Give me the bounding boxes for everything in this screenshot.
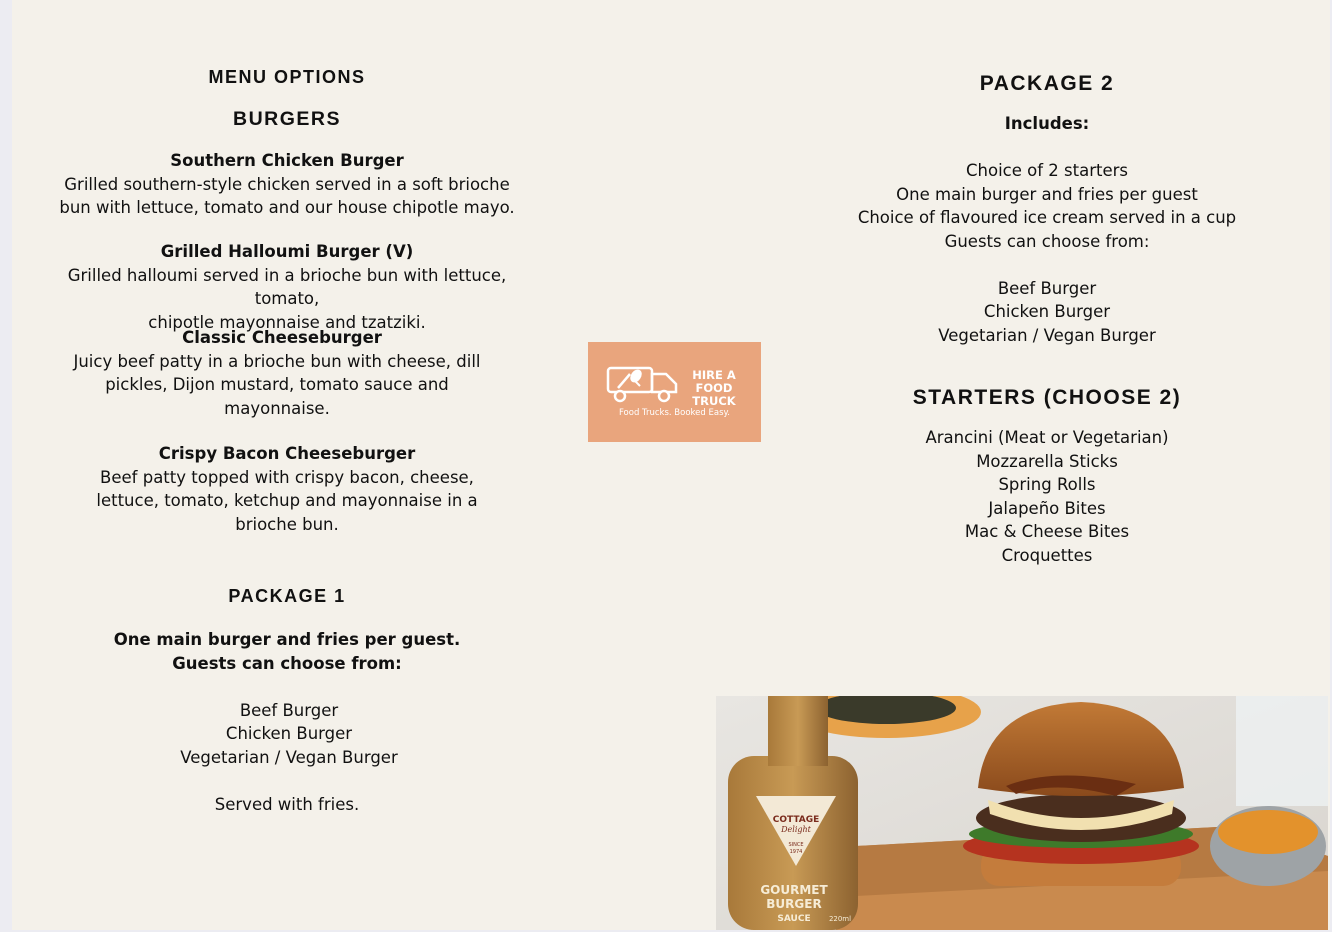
logo-name-line: FOOD xyxy=(695,381,733,395)
menu-item-desc: Grilled southern-style chicken served in a soft brioche xyxy=(64,174,510,194)
logo-name xyxy=(684,369,744,408)
bottle-since: SINCE xyxy=(788,842,804,848)
bottle-brand: COTTAGE xyxy=(772,815,820,825)
bottle-size: 220ml xyxy=(828,915,852,923)
menu-item-desc: Juicy beef patty in a brioche bun with cheese, dill xyxy=(73,351,481,371)
menu-item-desc: mayonnaise. xyxy=(224,398,330,418)
package2-line: Choice of flavoured ice cream served in a cup xyxy=(857,208,1237,227)
burger-and-sauce-illustration xyxy=(716,696,1328,930)
bottle-label: GOURMET xyxy=(760,883,828,897)
starters-heading: STARTERS (CHOOSE 2) xyxy=(912,386,1182,409)
package2-heading: PACKAGE 2 xyxy=(979,72,1115,95)
package1-intro: Guests can choose from: xyxy=(172,653,402,673)
food-truck-icon xyxy=(606,360,686,406)
bottle-brand: Delight xyxy=(781,825,811,834)
starter-item: Spring Rolls xyxy=(998,475,1096,494)
menu-item-desc: chipotle mayonnaise and tzatziki. xyxy=(148,312,426,332)
menu-item-desc: brioche bun. xyxy=(235,514,339,534)
package1-heading: PACKAGE 1 xyxy=(228,586,346,606)
package2-line: Guests can choose from: xyxy=(944,231,1150,251)
starter-item: Croquettes xyxy=(1001,545,1093,565)
menu-item-desc: pickles, Dijon mustard, tomato sauce and xyxy=(105,375,449,394)
starter-item: Mac & Cheese Bites xyxy=(964,522,1130,541)
package2-details xyxy=(832,159,1262,347)
package2-includes-label: Includes: xyxy=(1004,114,1090,133)
menu-item-title: Grilled Halloumi Burger (V) xyxy=(160,242,414,261)
starter-item: Mozzarella Sticks xyxy=(976,451,1118,471)
package2-line: One main burger and fries per guest xyxy=(896,184,1198,204)
menu-item-title: Classic Cheeseburger xyxy=(182,328,382,347)
starter-item: Jalapeño Bites xyxy=(988,498,1106,518)
left-column xyxy=(42,0,532,930)
menu-options-heading: MENU OPTIONS xyxy=(208,67,366,87)
burgers-heading: BURGERS xyxy=(232,108,341,130)
package1-option: Beef Burger xyxy=(239,700,339,720)
bottle-since: 1974 xyxy=(789,849,803,855)
package2-option: Chicken Burger xyxy=(983,302,1111,321)
package1-intro: One main burger and fries per guest. xyxy=(113,630,461,649)
logo-name-line: HIRE A xyxy=(692,368,736,382)
package2-line: Choice of 2 starters xyxy=(966,161,1128,180)
menu-item xyxy=(42,240,532,334)
menu-item xyxy=(42,149,532,220)
bottle-label: BURGER xyxy=(766,897,822,911)
starter-item: Arancini (Meat or Vegetarian) xyxy=(925,428,1169,447)
package1-details xyxy=(42,628,532,816)
package2-option: Vegetarian / Vegan Burger xyxy=(938,325,1156,345)
package2-option: Beef Burger xyxy=(997,278,1097,298)
menu-item-desc: lettuce, tomato, ketchup and mayonnaise in a xyxy=(96,491,478,510)
package1-option: Vegetarian / Vegan Burger xyxy=(180,747,398,767)
bottle-label: SAUCE xyxy=(777,914,811,924)
burger-photo xyxy=(716,696,1328,930)
menu-item-title: Southern Chicken Burger xyxy=(170,151,404,170)
logo-tagline: Food Trucks. Booked Easy. xyxy=(618,408,731,418)
menu-item xyxy=(32,326,522,420)
package1-option: Chicken Burger xyxy=(225,724,353,743)
menu-item-desc: Beef patty topped with crispy bacon, cheese, xyxy=(100,467,474,487)
logo-name-line: TRUCK xyxy=(692,394,736,408)
package1-footer: Served with fries. xyxy=(214,794,360,814)
menu-item-desc: bun with lettuce, tomato and our house chipotle mayo. xyxy=(59,198,515,217)
menu-item-desc: Grilled halloumi served in a brioche bun with lettuce, tomato, xyxy=(67,265,507,308)
menu-page xyxy=(12,0,1330,930)
menu-item-title: Crispy Bacon Cheeseburger xyxy=(158,444,416,463)
hire-a-food-truck-logo xyxy=(588,342,761,442)
starters-list xyxy=(832,426,1262,567)
menu-item xyxy=(42,442,532,536)
